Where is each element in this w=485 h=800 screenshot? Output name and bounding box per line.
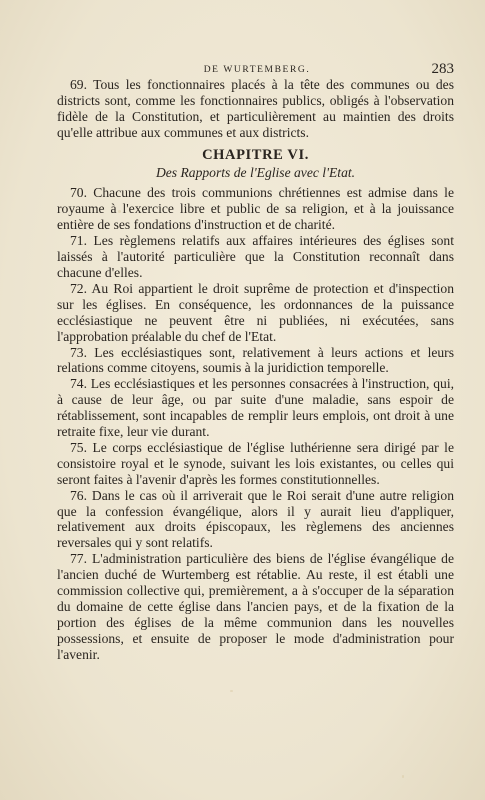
chapter-subtitle: Des Rapports de l'Eglise avec l'Etat. (155, 164, 356, 180)
article-70: 70. Chacune des trois communions chrétiennes est admise dans le royaume à l'exercice libre et public de sa religion, et à la jouissance entière de ses fondations d'instruction et de charité. (57, 185, 454, 233)
article-76: 76. Dans le cas où il arriverait que le Roi serait d'une autre religion que la confession évangélique, alors il y aurait lieu d'appliquer, relativement aux droits épiscopaux, les règlemens des anciennes reversales qui y sont relatifs. (57, 487, 454, 551)
article-71: 71. Les règlemens relatifs aux affaires intérieures des églises sont laissés à l'autorité particulière que la Constitution reconnaît dans chacune d'elles. (57, 233, 454, 280)
article-74: 74. Les ecclésiastiques et les personnes consacrées à l'instruction, qui, à cause de leur âge, ou par suite d'une maladie, sans espoir de rétablissement, sont incapables de remplir leurs emplois, ont droit à une retraite fixe, leur vie durant. (57, 376, 454, 440)
article-69: 69. Tous les fonctionnaires placés à la tête des communes ou des districts sont, comme les fonctionnaires publics, obligés à l'observation fidèle de la Constitution, et particulièrement au maintien des droits qu'elle attribue aux communes et aux districts. (57, 77, 454, 140)
page-header (60, 62, 454, 78)
running-head: DE WURTEMBERG. (203, 65, 311, 75)
foxing-spot (230, 690, 233, 692)
article-75: 75. Le corps ecclésiastique de l'église luthérienne sera dirigé par le consistoire royal et le synode, suivant les lois existantes, ou celles qui seront faites à l'avenir d'après les formes constitutionnelles. (57, 439, 454, 487)
chapter-title: CHAPITRE VI. (202, 146, 309, 163)
foxing-spot (402, 775, 404, 778)
article-73: 73. Les ecclésiastiques sont, relativement à leurs actions et leurs relations comme citoyens, soumis à la juridiction temporelle. (57, 344, 454, 376)
article-72: 72. Au Roi appartient le droit suprême de protection et d'inspection sur les églises. En conséquence, les ordonnances de la puissance ecclésiastique ne peuvent être ni publiées, ni exécutées, sans l'approbation préalable du chef de l'Etat. (57, 280, 454, 344)
page-body (57, 77, 454, 663)
article-77: 77. L'administration particulière des biens de l'église évangélique de l'ancien duché de Wurtemberg est rétablie. Au reste, il est établi une commission collective qui, premièrement, a à s'occuper de la séparation du domaine de cette église dans l'ancien pays, et de la fixation de la portion des églises de la même communion dans les nouvelles possessions, et ensuite de proposer le mode d'administration pour l'avenir. (57, 551, 454, 662)
page-number: 283 (431, 61, 454, 77)
